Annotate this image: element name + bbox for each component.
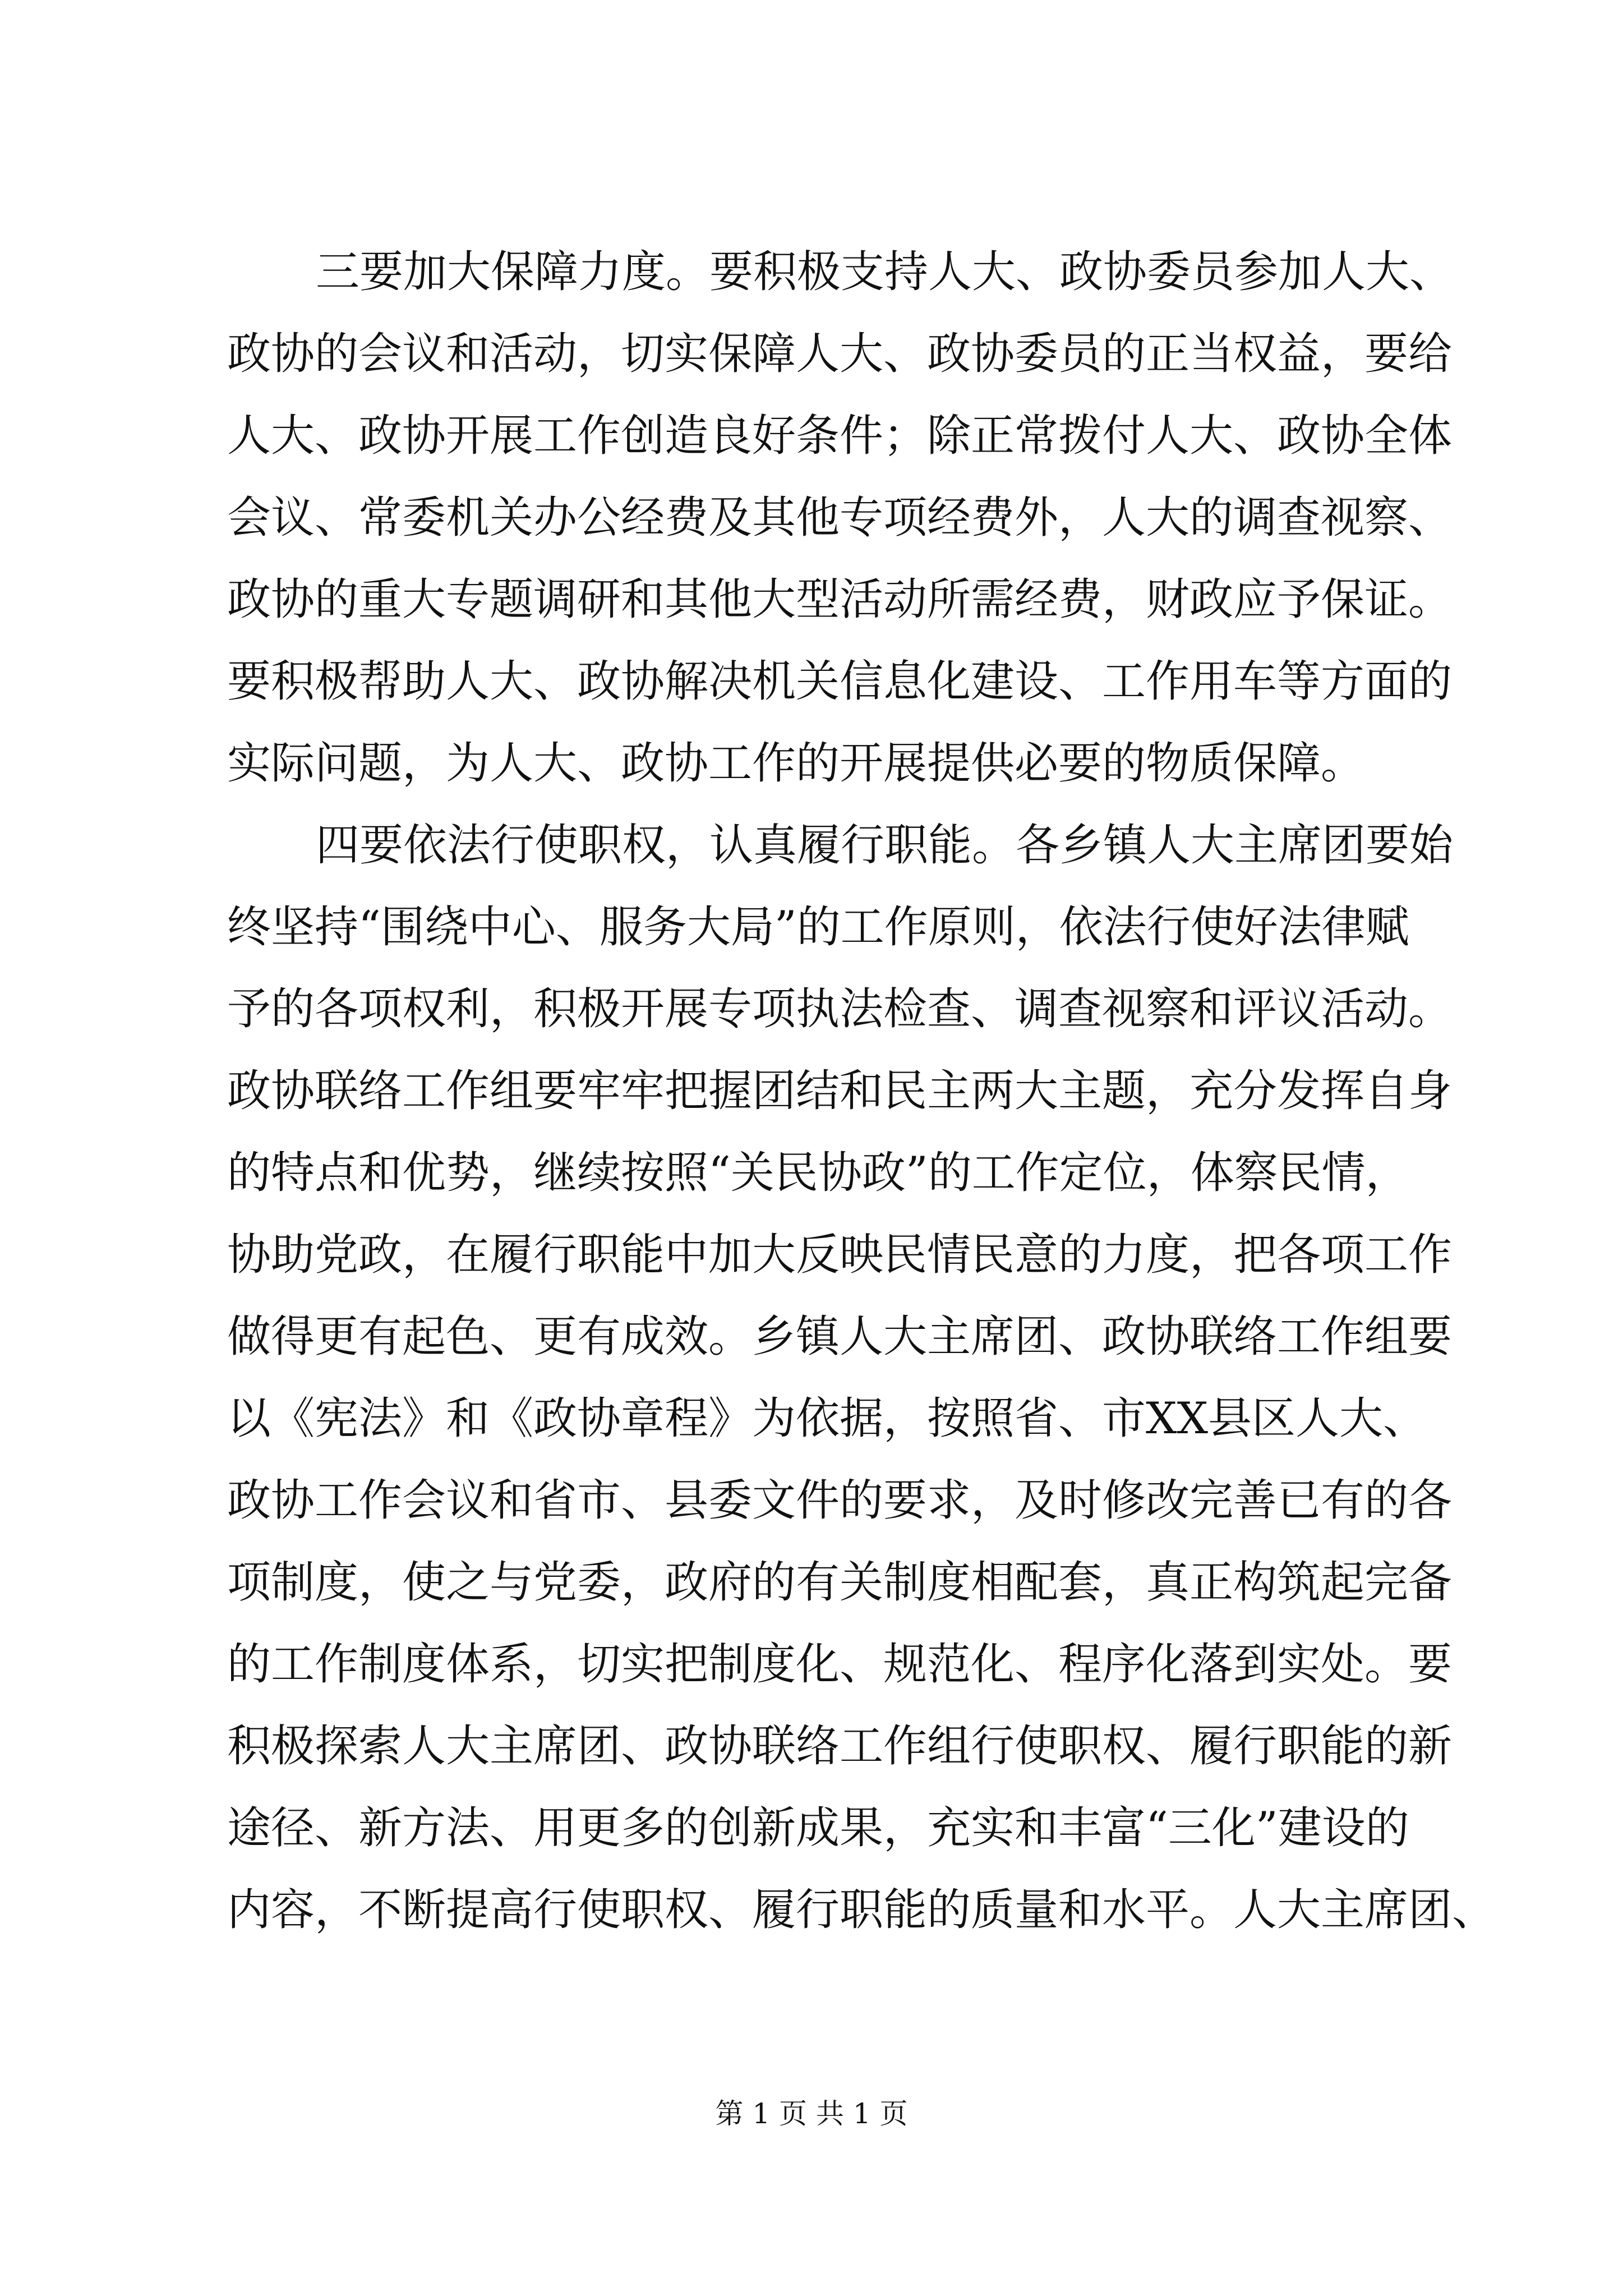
text-line: 实际问题，为人大、政协工作的开展提供必要的物质保障。 [227, 738, 1365, 789]
text-line: 做得更有起色、更有成效。乡镇人大主席团、政协联络工作组要 [227, 1312, 1453, 1362]
text-line: 内容，不断提高行使职权、履行职能的质量和水平。人大主席团、 [227, 1885, 1496, 1935]
page-number: 第 1 页 共 1 页 [715, 2097, 908, 2130]
text-line: 三要加大保障力度。要积极支持人大、政协委员参加人大、 [316, 247, 1454, 297]
text-line: 途径、新方法、用更多的创新成果，充实和丰富“三化”建设的 [227, 1803, 1409, 1853]
text-line: 政协的会议和活动，切实保障人大、政协委员的正当权益，要给 [227, 329, 1453, 379]
text-line: 人大、政协开展工作创造良好条件；除正常拨付人大、政协全体 [227, 411, 1453, 461]
text-line: 终坚持“围绕中心、服务大局”的工作原则，依法行使好法律赋 [227, 902, 1409, 953]
text-line: 的特点和优势，继续按照“关民协政”的工作定位，体察民情， [227, 1148, 1409, 1198]
text-line: 政协联络工作组要牢牢把握团结和民主两大主题，充分发挥自身 [227, 1066, 1453, 1116]
text-line: 项制度，使之与党委，政府的有关制度相配套，真正构筑起完备 [227, 1557, 1453, 1608]
text-line: 政协的重大专题调研和其他大型活动所需经费，财政应予保证。 [227, 574, 1453, 625]
text-line: 四要依法行使职权，认真履行职能。各乡镇人大主席团要始 [316, 820, 1454, 871]
paragraph [227, 804, 1496, 1951]
text-line: 的工作制度体系，切实把制度化、规范化、程序化落到实处。要 [227, 1639, 1453, 1690]
text-line: 协助党政，在履行职能中加大反映民情民意的力度，把各项工作 [227, 1230, 1453, 1280]
page-footer [0, 2097, 1623, 2131]
text-line: 要积极帮助人大、政协解决机关信息化建设、工作用车等方面的 [227, 656, 1453, 707]
text-line: 以《宪法》和《政协章程》为依据，按照省、市XX县区人大、 [227, 1393, 1427, 1444]
text-line: 会议、常委机关办公经费及其他专项经费外，人大的调查视察、 [227, 493, 1453, 543]
text-line: 积极探索人大主席团、政协联络工作组行使职权、履行职能的新 [227, 1721, 1453, 1772]
document-body [227, 231, 1496, 1951]
text-line: 予的各项权利，积极开展专项执法检查、调查视察和评议活动。 [227, 984, 1453, 1034]
paragraph [227, 231, 1454, 804]
text-line: 政协工作会议和省市、县委文件的要求，及时修改完善已有的各 [227, 1475, 1453, 1526]
